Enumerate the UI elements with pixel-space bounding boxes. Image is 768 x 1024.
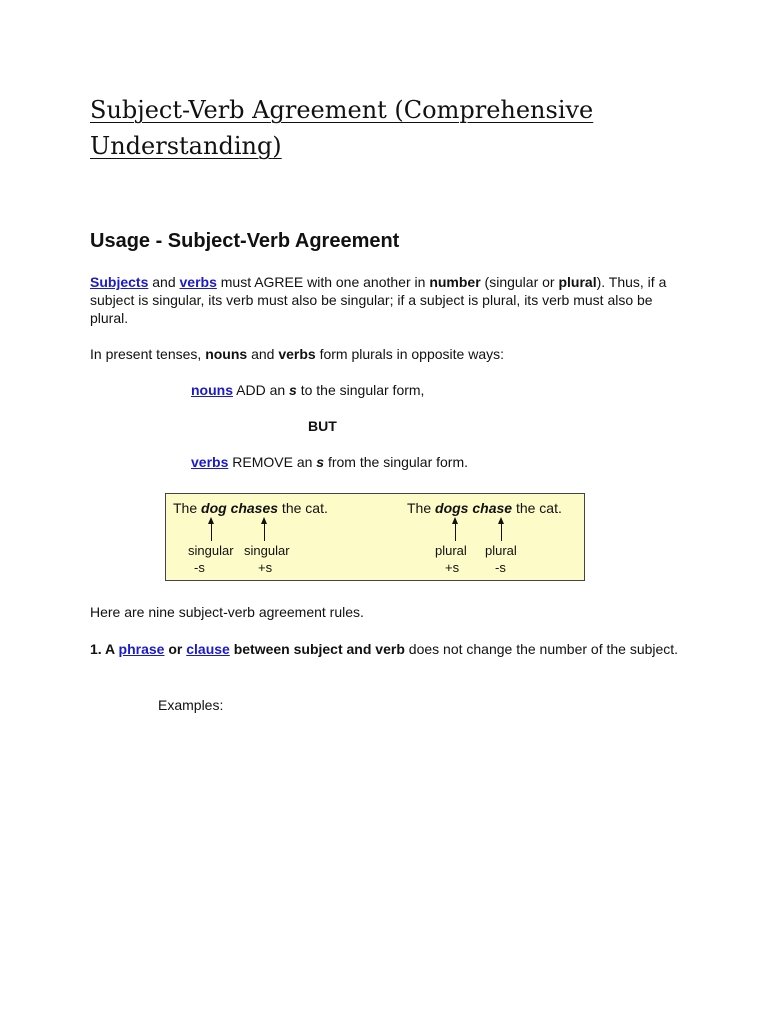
subjects-link[interactable]: Subjects xyxy=(90,274,149,290)
verbs-rule-link[interactable]: verbs xyxy=(191,454,229,470)
arrow-up-icon xyxy=(501,519,502,541)
nine-rules-sentence: Here are nine subject-verb agreement rules. xyxy=(90,604,364,620)
singular-sentence: The dog chases the cat. xyxy=(173,500,328,516)
verbs-link[interactable]: verbs xyxy=(179,274,217,290)
document-title: Subject-Verb Agreement (Comprehensive Understanding) xyxy=(90,96,594,160)
plural-subject: dogs xyxy=(435,500,469,516)
arrow-up-icon xyxy=(264,519,265,541)
rule-1-paragraph: 1. A phrase or clause between subject and verb does not change the number of the subject. xyxy=(90,641,679,657)
plural-verb-label: plural xyxy=(485,543,517,558)
singular-verb-label: singular xyxy=(244,543,290,558)
nouns-link[interactable]: nouns xyxy=(191,382,233,398)
plural-subject-suffix: +s xyxy=(445,560,460,575)
singular-subject-suffix: -s xyxy=(194,560,205,575)
intro-paragraph: Subjects and verbs must AGREE with one another in number (singular or plural). Thus, if a subject is singular, its verb must also be singular; if a subject is plural, its verb must also be plural. xyxy=(90,274,667,326)
arrow-up-icon xyxy=(211,519,212,541)
verbs-rule-line: verbs REMOVE an s from the singular form. xyxy=(191,454,469,470)
plural-subject-label: plural xyxy=(435,543,467,558)
singular-verb-suffix: +s xyxy=(258,560,273,575)
present-tenses-paragraph: In present tenses, nouns and verbs form plurals in opposite ways: xyxy=(90,346,504,362)
singular-subject-label: singular xyxy=(188,543,234,558)
singular-verb: chases xyxy=(230,500,279,516)
singular-subject: dog xyxy=(201,500,227,516)
plural-sentence: The dogs chase the cat. xyxy=(407,500,562,516)
arrow-up-icon xyxy=(455,519,456,541)
plural-verb: chase xyxy=(472,500,513,516)
agreement-diagram xyxy=(165,493,585,581)
examples-label: Examples: xyxy=(158,697,224,713)
section-heading: Usage - Subject-Verb Agreement xyxy=(90,230,400,252)
plural-verb-suffix: -s xyxy=(495,560,506,575)
phrase-link[interactable]: phrase xyxy=(118,641,165,657)
but-label: BUT xyxy=(308,418,337,434)
nouns-rule-line: nouns ADD an s to the singular form, xyxy=(191,382,425,398)
clause-link[interactable]: clause xyxy=(186,641,230,657)
